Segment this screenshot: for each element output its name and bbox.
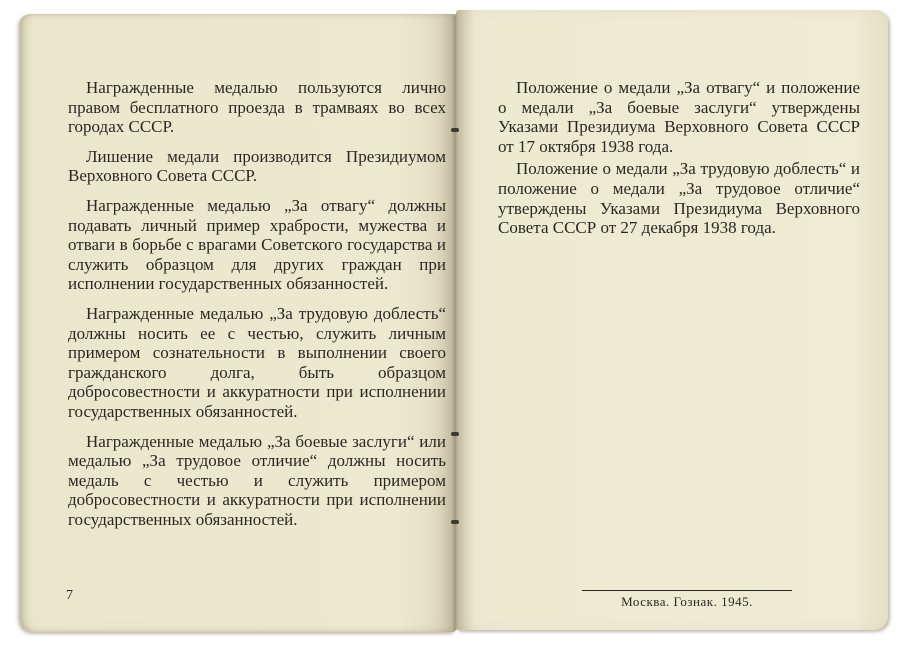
left-paragraph-4: Награжденные медалью „За трудовую доблесть“ должны носить ее с честью, служить личным примером сознательности в выполнении своего гражданского долга, быть образцом добросовестности и аккуратности при исполнении государственных обязанностей.: [68, 303, 446, 421]
right-paragraph-1: Положение о медали „За отвагу“ и положение о медали „За боевые заслуги“ утверждены Указами Президиума Верховного Совета СССР от 17 октября 1938 года.: [498, 78, 860, 156]
left-paragraph-5: Награжденные медалью „За боевые заслуги“ или медалью „За трудовое отличие“ должны носить медаль с честью и служить примером добросовестности и аккуратности при исполнении государственных обязанностей.: [68, 431, 446, 529]
left-paragraph-1: Награжденные медалью пользуются лично правом бесплатного проезда в трамваях во всех городах СССР.: [68, 78, 446, 137]
page-number: 7: [66, 588, 73, 603]
left-page-text: [68, 78, 446, 539]
right-page-text: [498, 78, 860, 241]
binding-stitch: [451, 520, 459, 524]
left-paragraph-3: Награжденные медалью „За отвагу“ должны подавать личный пример храбрости, мужества и отваги в борьбе с врагами Советского государства и служить образцом для других граждан при исполнении государственных обязанностей.: [68, 195, 446, 294]
imprint-rule: [582, 590, 792, 591]
left-page: [20, 14, 456, 632]
right-paragraph-2: Положение о медали „За трудовую доблесть“ и положение о медали „За трудовое отличие“ утверждены Указами Президиума Верховного Совета СССР от 27 декабря 1938 года.: [498, 159, 860, 238]
book-spine: [452, 14, 458, 630]
binding-stitch: [451, 128, 459, 132]
imprint-text: Москва. Гознак. 1945.: [621, 594, 753, 609]
left-paragraph-2: Лишение медали производится Президиумом Верховного Совета СССР.: [68, 146, 446, 186]
binding-stitch: [451, 432, 459, 436]
right-page: [456, 10, 888, 630]
